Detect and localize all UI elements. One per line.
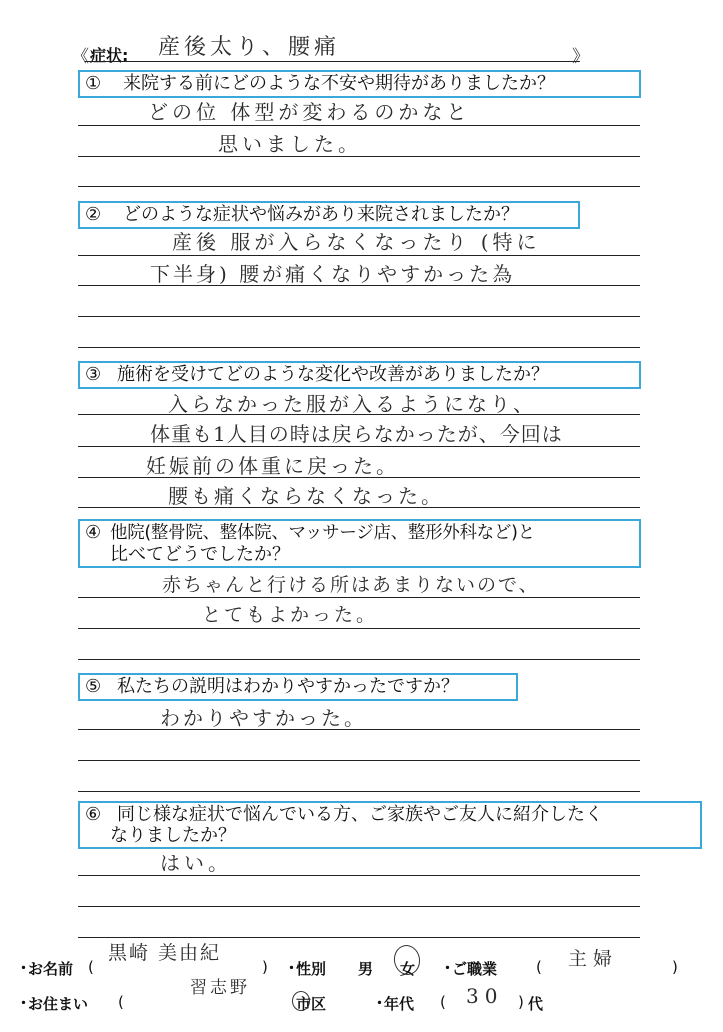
bullet-icon: ・ <box>440 959 456 977</box>
answer-line <box>78 791 640 792</box>
name-value: 黒崎 美由紀 <box>108 942 222 964</box>
symptom-value: 産後太り、腰痛 <box>158 35 341 60</box>
address-value: 習志野 <box>190 978 250 998</box>
age-paren-close: ) <box>518 993 524 1011</box>
question-5-text: 私たちの説明はわかりやすかったですか？ <box>117 676 459 697</box>
job-paren-close: ) <box>672 958 678 976</box>
symptom-label: 症状: <box>90 46 129 65</box>
gender-female-option: 女 <box>400 960 416 978</box>
answer-line <box>78 597 640 598</box>
name-paren-open: ( <box>88 958 94 976</box>
bullet-icon: ・ <box>284 959 300 977</box>
question-6-text-line-1: 同じ様な症状で悩んでいる方、ご家族やご友人に紹介したく <box>117 804 603 825</box>
answer-1-line-2: 思いました。 <box>218 132 362 156</box>
answer-3-line-4: 腰も痛くならなくなった。 <box>168 484 444 508</box>
answer-line <box>78 255 640 256</box>
question-1-number: ① <box>85 73 102 94</box>
answer-line <box>78 125 640 126</box>
answer-line <box>78 347 640 348</box>
age-paren-open: ( <box>440 993 446 1011</box>
city-selected-circle <box>292 991 310 1011</box>
age-value: 30 <box>466 984 504 1008</box>
answer-6-line-1: はい。 <box>160 851 232 875</box>
question-2-text: どのような症状や悩みがあり来院されましたか？ <box>123 204 519 225</box>
age-label: 年代 <box>384 995 415 1013</box>
question-2-number: ② <box>85 204 102 225</box>
answer-line <box>78 186 640 187</box>
answer-3-line-3: 妊娠前の体重に戻った。 <box>146 454 399 478</box>
gender-selected-circle <box>392 943 423 977</box>
answer-line <box>78 659 640 660</box>
symptom-underline <box>85 61 580 62</box>
answer-1-line-1: どの位 体型が変わるのかなと <box>148 100 471 124</box>
age-suffix: 代 <box>528 995 544 1013</box>
name-paren-close: ) <box>262 958 268 976</box>
answer-line <box>78 760 640 761</box>
answer-2-line-2: 下半身) 腰が痛くなりやすかった為 <box>150 262 516 286</box>
question-6-text-line-2: なりましたか？ <box>110 825 236 846</box>
symptom-open-bracket: 《 <box>72 47 89 67</box>
answer-2-line-1: 産後 服が入らなくなったり (特に <box>172 230 541 254</box>
question-1-text: 来院する前にどのような不安や期待がありましたか？ <box>123 73 555 94</box>
question-4-number: ④ <box>85 522 102 543</box>
answer-4-line-1: 赤ちゃんと行ける所はあまりないので、 <box>162 574 540 596</box>
job-paren-open: ( <box>536 958 542 976</box>
question-6-number: ⑥ <box>85 804 102 825</box>
bullet-icon: ・ <box>372 994 388 1012</box>
question-3-text: 施術を受けてどのような変化や改善がありましたか？ <box>117 364 549 385</box>
name-label: お名前 <box>28 960 74 978</box>
answer-line <box>78 316 640 317</box>
symptom-close-bracket: 》 <box>572 47 589 67</box>
answer-3-line-1: 入らなかった服が入るようになり、 <box>168 392 536 416</box>
answer-line <box>78 628 640 629</box>
question-4-text-line-1: 他院(整骨院、整体院、マッサージ店、整形外科など)と <box>110 523 535 543</box>
bullet-icon: ・ <box>16 959 32 977</box>
question-3-number: ③ <box>85 364 102 385</box>
question-4-text-line-2: 比べてどうでしたか？ <box>110 544 290 565</box>
job-value: 主婦 <box>568 948 619 970</box>
question-5-number: ⑤ <box>85 676 102 697</box>
answer-3-line-2: 体重も1人目の時は戻らなかったが、今回は <box>150 422 563 446</box>
address-paren-open: ( <box>118 993 124 1011</box>
answer-4-line-2: とてもよかった。 <box>202 604 379 626</box>
city-suffix: 市区 <box>296 995 327 1013</box>
gender-male-option: 男 <box>358 960 374 978</box>
job-label: ご職業 <box>452 960 498 978</box>
gender-label: 性別 <box>296 960 327 978</box>
answer-5-line-1: わかりやすかった。 <box>160 706 367 730</box>
answer-line <box>78 906 640 907</box>
address-label: お住まい <box>28 995 89 1013</box>
bullet-icon: ・ <box>16 994 32 1012</box>
